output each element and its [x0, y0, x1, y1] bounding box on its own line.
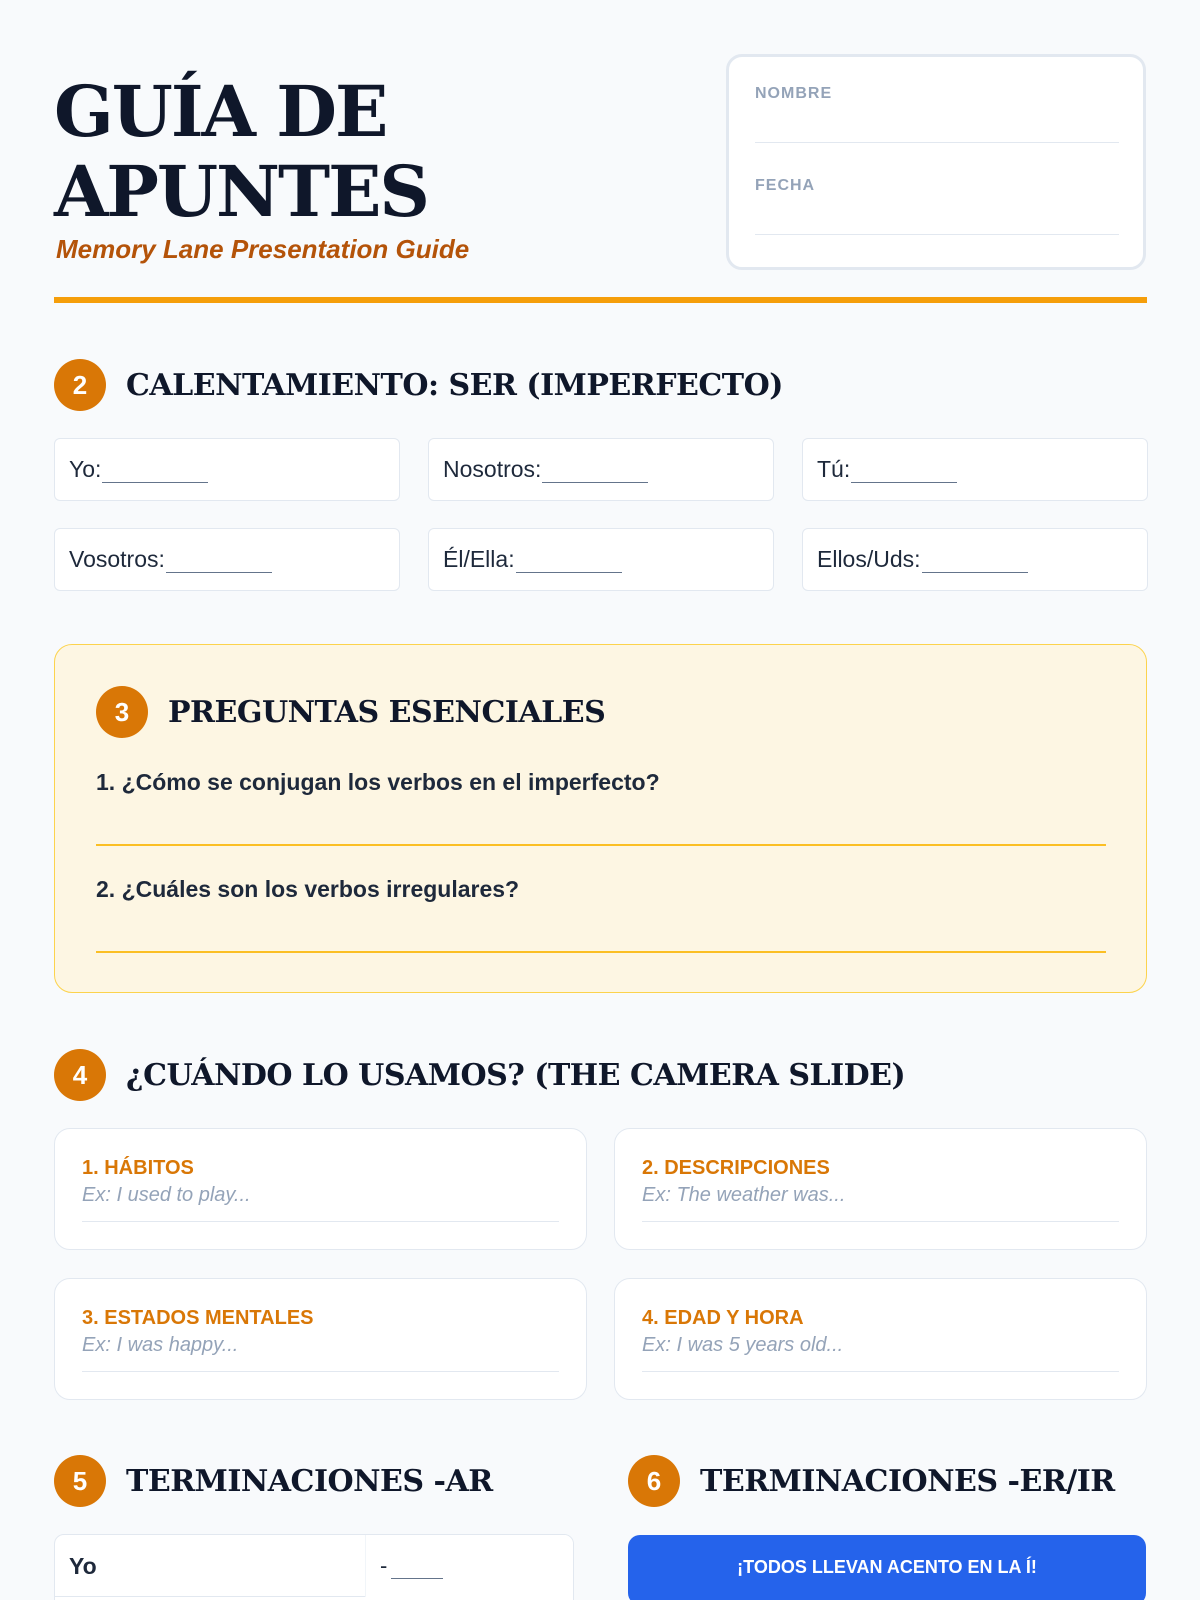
- section-title: ¿CUÁNDO LO USAMOS? (THE CAMERA SLIDE): [126, 1057, 906, 1093]
- name-label: NOMBRE: [755, 85, 833, 102]
- usage-card-title: 1. HÁBITOS: [82, 1157, 194, 1179]
- header-divider: [54, 297, 1147, 303]
- title-line-2: APUNTES: [54, 150, 428, 233]
- section-title: TERMINACIONES -AR: [126, 1463, 493, 1499]
- usage-card-title: 4. EDAD Y HORA: [642, 1307, 804, 1329]
- answer-blank[interactable]: [922, 547, 1028, 573]
- date-label: FECHA: [755, 177, 816, 194]
- usage-card-title: 2. DESCRIPCIONES: [642, 1157, 830, 1179]
- usage-card-title: 3. ESTADOS MENTALES: [82, 1307, 314, 1329]
- usage-card-edad-y-hora: [614, 1278, 1147, 1400]
- usage-card-example: Ex: I was happy...: [82, 1334, 239, 1356]
- name-field[interactable]: [755, 85, 1119, 143]
- answer-blank[interactable]: [516, 547, 622, 573]
- answer-line-1[interactable]: [96, 844, 1106, 846]
- essential-question-1: 1. ¿Cómo se conjugan los verbos en el imperfecto?: [96, 769, 660, 795]
- essential-questions-box: [54, 644, 1147, 993]
- accent-banner: ¡TODOS LLEVAN ACENTO EN LA Í!: [628, 1535, 1146, 1600]
- usage-card-estados-mentales: [54, 1278, 587, 1400]
- ar-endings-heading: [54, 1455, 493, 1507]
- answer-blank[interactable]: [391, 1553, 443, 1579]
- conjugation-box-yo[interactable]: [54, 438, 400, 501]
- answer-blank[interactable]: [166, 547, 272, 573]
- pronoun-label: Yo:: [69, 456, 102, 482]
- answer-line[interactable]: [642, 1221, 1119, 1222]
- answer-blank[interactable]: [102, 457, 208, 483]
- conjugation-box-el-ella[interactable]: [428, 528, 774, 591]
- section-number: 3: [96, 686, 148, 738]
- essential-heading: [96, 686, 605, 738]
- answer-line[interactable]: [642, 1371, 1119, 1372]
- section-title: CALENTAMIENTO: SER (IMPERFECTO): [126, 367, 783, 403]
- page-subtitle: Memory Lane Presentation Guide: [56, 234, 470, 264]
- pronoun-label: Tú:: [817, 456, 851, 482]
- answer-line[interactable]: [82, 1221, 559, 1222]
- ar-endings-table: [54, 1534, 574, 1600]
- pronoun-label: Ellos/Uds:: [817, 546, 921, 572]
- section-number: 5: [54, 1455, 106, 1507]
- er-ir-endings-heading: [628, 1455, 1115, 1507]
- section-number: 6: [628, 1455, 680, 1507]
- warmup-heading: [54, 359, 783, 411]
- answer-line[interactable]: [82, 1371, 559, 1372]
- essential-question-2: 2. ¿Cuáles son los verbos irregulares?: [96, 876, 520, 902]
- ending-prefix: -: [380, 1553, 388, 1578]
- table-row: [55, 1535, 574, 1597]
- usage-heading: [54, 1049, 905, 1101]
- answer-blank[interactable]: [542, 457, 648, 483]
- name-date-box: [726, 54, 1146, 270]
- usage-card-example: Ex: I was 5 years old...: [642, 1334, 844, 1356]
- usage-card-habitos: [54, 1128, 587, 1250]
- usage-card-example: Ex: The weather was...: [642, 1184, 846, 1206]
- date-field[interactable]: [755, 177, 1119, 235]
- section-number: 2: [54, 359, 106, 411]
- conjugation-box-ellos-uds[interactable]: [802, 528, 1148, 591]
- pronoun-label: Vosotros:: [69, 546, 165, 572]
- title-line-1: GUÍA DE: [54, 70, 387, 153]
- conjugation-box-nosotros[interactable]: [428, 438, 774, 501]
- usage-card-example: Ex: I used to play...: [82, 1184, 251, 1206]
- answer-line-2[interactable]: [96, 951, 1106, 953]
- page-title: [54, 72, 428, 232]
- pronoun-label: Nosotros:: [443, 456, 542, 482]
- conjugation-box-vosotros[interactable]: [54, 528, 400, 591]
- page-header: [54, 54, 1147, 304]
- answer-blank[interactable]: [851, 457, 957, 483]
- ending-cell[interactable]: [365, 1535, 574, 1597]
- section-title: PREGUNTAS ESENCIALES: [168, 694, 606, 730]
- section-number: 4: [54, 1049, 106, 1101]
- pronoun-label: Él/Ella:: [443, 546, 515, 572]
- section-title: TERMINACIONES -ER/IR: [700, 1463, 1115, 1499]
- conjugation-box-tu[interactable]: [802, 438, 1148, 501]
- usage-card-descripciones: [614, 1128, 1147, 1250]
- pronoun-cell: Yo: [69, 1553, 97, 1579]
